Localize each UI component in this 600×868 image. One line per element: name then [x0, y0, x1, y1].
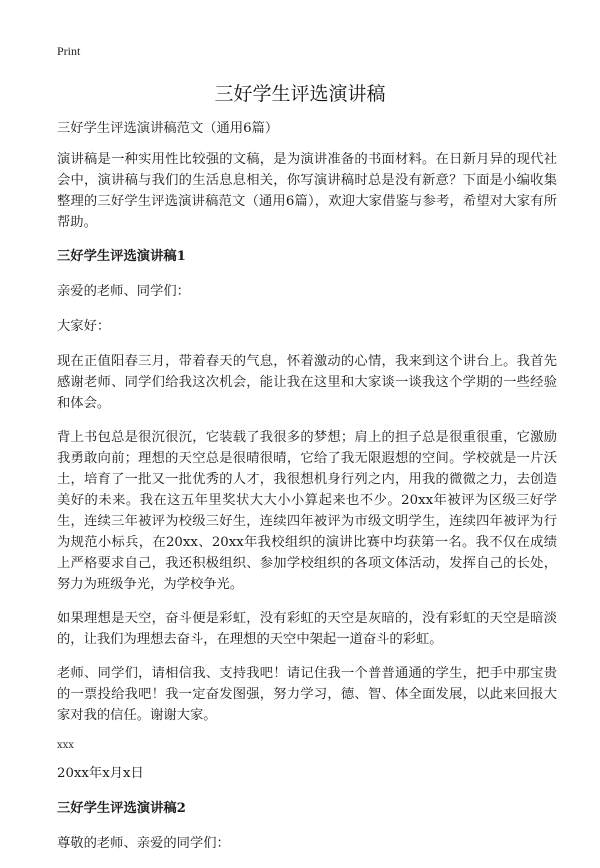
- speech-1-date: 20xx年x月x日: [57, 766, 144, 781]
- page-title: 三好学生评选演讲稿: [214, 83, 386, 105]
- speech-2-heading: 三好学生评选演讲稿2: [57, 801, 186, 816]
- speech-1-paragraph-3: 如果理想是天空，奋斗便是彩虹，没有彩虹的天空是灰暗的，没有彩虹的天空是暗淡的，让我们为理想去奋斗，在理想的天空中架起一道奋斗的彩虹。: [57, 611, 557, 647]
- speech-1-signature: xxx: [57, 740, 74, 751]
- speech-1-heading: 三好学生评选演讲稿1: [57, 249, 186, 264]
- intro-paragraph: 演讲稿是一种实用性比较强的文稿，是为演讲准备的书面材料。在日新月异的现代社会中，演讲稿与我们的生活息息相关，你写演讲稿时总是没有新意？下面是小编收集整理的三好学生评选演讲稿范文（通用6篇），欢迎大家借鉴与参考，希望对大家有所帮助。: [57, 152, 557, 230]
- speech-1-paragraph-4: 老师、同学们，请相信我、支持我吧！请记住我一个普普通通的学生，把手中那宝贵的一票投给我吧！我一定奋发图强，努力学习，德、智、体全面发展，以此来回报大家对我的信任。谢谢大家。: [57, 666, 557, 723]
- speech-1-paragraph-1: 现在正值阳春三月，带着春天的气息，怀着激动的心情，我来到这个讲台上。我首先感谢老师、同学们给我这次机会，能让我在这里和大家谈一谈我这个学期的一些经验和体会。: [57, 354, 557, 411]
- speech-1-greeting: 亲爱的老师、同学们：: [57, 284, 190, 299]
- document-body: [57, 118, 557, 868]
- print-link[interactable]: Print: [57, 44, 81, 58]
- document-subtitle: 三好学生评选演讲稿范文（通用6篇）: [57, 121, 279, 136]
- speech-2-greeting: 尊敬的老师、亲爱的同学们：: [57, 836, 230, 851]
- speech-1-hello: 大家好：: [57, 319, 111, 334]
- speech-1-paragraph-2: 背上书包总是很沉很沉，它装载了我很多的梦想；肩上的担子总是很重很重，它激励我勇敢向前；理想的天空总是很晴很晴，它给了我无限遐想的空间。学校就是一片沃土，培育了一批又一批优秀的人才，我很想机身行列之内，用我的微微之力，去创造美好的未来。我在这五年里奖状大大小小算起来也不少。20xx年被评为区级三好学生，连续三年被评为校级三好生，连续四年被评为市级文明学生，连续四年被评为行为规范小标兵，在20xx、20xx年我校组织的演讲比赛中均获第一名。我不仅在成绩上严格要求自己，我还积极组织、参加学校组织的各项文体活动，发挥自己的长处，努力为班级争光，为学校争光。: [57, 430, 557, 592]
